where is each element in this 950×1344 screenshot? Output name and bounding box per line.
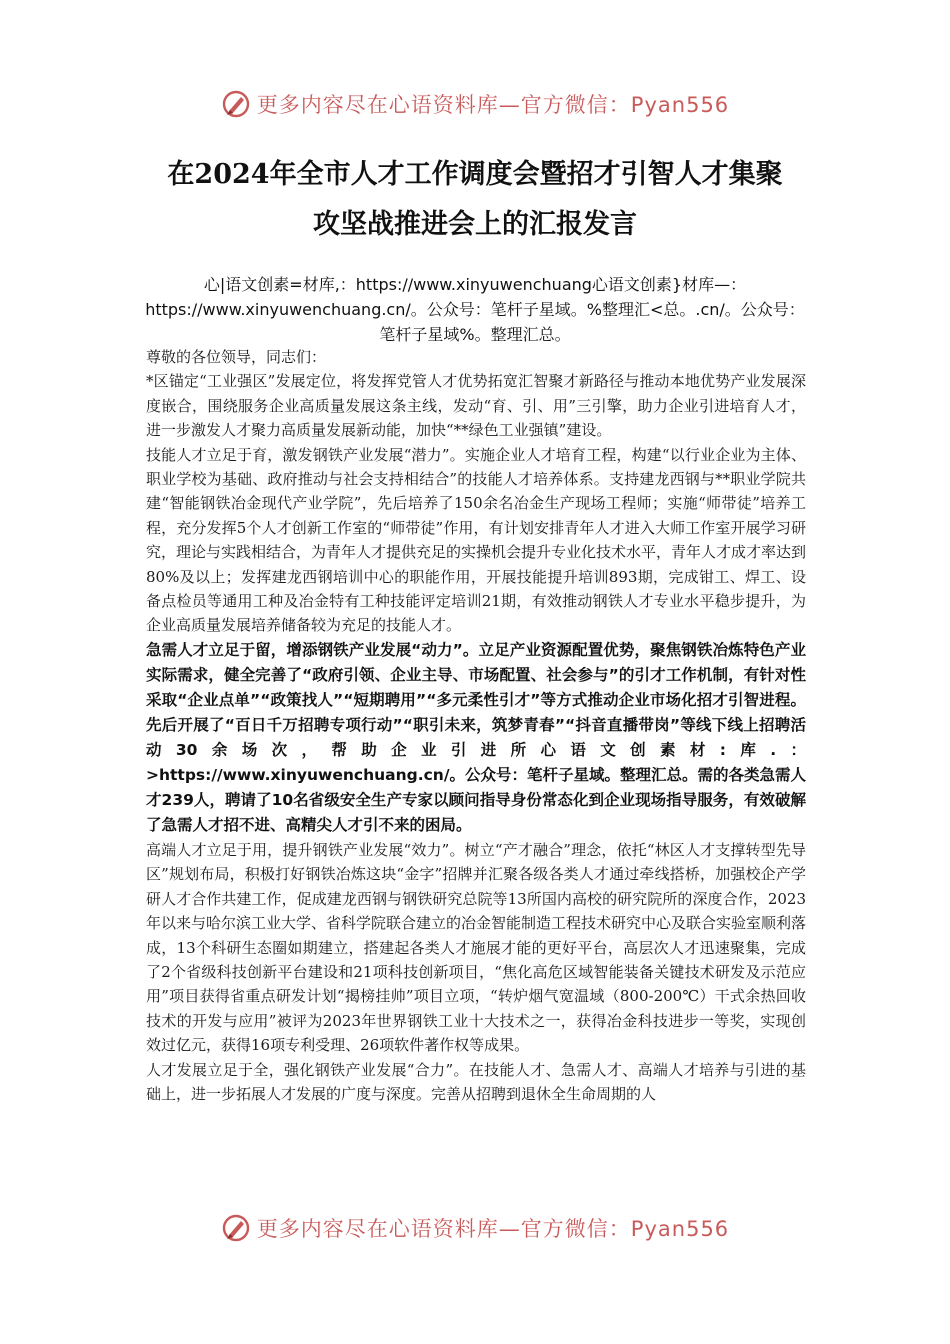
document-body [146,345,806,1106]
title-line-1: 在2024年全市人才工作调度会暨招才引智人才集聚 [167,159,783,190]
skills-talent-paragraph: 技能人才立足于育，激发钢铁产业发展“潜力”。实施企业人才培育工程，构建“以行业企业为主体、职业学校为基础、政府推动与社会支持相结合”的技能人才培养体系。支持建龙西钢与**职业学院共建“智能钢铁冶金现代产业学院”，先后培养了150余名冶金生产现场工程师；实施“师带徒”培养工程，充分发挥5个人才创新工作室的“师带徒”作用，有计划安排青年人才进入大师工作室开展学习研究，理论与实践相结合，为青年人才提供充足的实操机会提升专业化技术水平，青年人才成才率达到80%及以上；发挥建龙西钢培训中心的职能作用，开展技能提升培训893期，完成钳工、焊工、设备点检员等通用工种及冶金特有工种技能评定培训21期，有效推动钢铁人才专业水平稳步提升，为企业高质量发展培养储备较为充足的技能人才。 [146,445,807,635]
high-end-talent-paragraph: 高端人才立足于用，提升钢铁产业发展“效力”。树立“产才融合”理念，依托“林区人才支撑转型先导区”规划布局，积极打好钢铁冶炼这块“金字”招牌并汇聚各级各类人才通过牵线搭桥，加强校企产学研人才合作共建工作，促成建龙西钢与钢铁研究总院等13所国内高校的研究院所的深度合作，2023年以来与哈尔滨工业大学、省科学院联合建立的冶金智能制造工程技术研究中心及联合实验室顺利落成，13个科研生态圈如期建立，搭建起各类人才施展才能的更好平台，高层次人才迅速聚集，完成了2个省级科技创新平台建设和21项科技创新项目，“焦化高危区域智能装备关键技术研发及示范应用”项目获得省重点研发计划“揭榜挂帅”项目立项，“转炉烟气宽温域（800-200℃）干式余热回收技术的开发与应用”被评为2023年世界钢铁工业十大技术之一，获得冶金科技进步一等奖，实现创效过亿元，获得16项专利受理、26项软件著作权等成果。 [146,840,807,1055]
salutation: 尊敬的各位领导，同志们： [146,348,327,366]
header-banner [0,84,950,124]
urgent-talent-paragraph: 急需人才立足于留，增添钢铁产业发展“动力”。立足产业资源配置优势，聚焦钢铁冶炼特色产业实际需求，健全完善了“政府引领、企业主导、市场配置、社会参与”的引才工作机制，有针对性采取“企业点单”“政策找人”“短期聘用”“多元柔性引才”等方式推动企业市场化招才引智进程。先后开展了“百日千万招聘专项行动”“职引未来，筑梦青春”“抖音直播带岗”等线下线上招聘活动30余场次，帮助企业引进所心语文创素材:库.：>https://www.xinyuwenchuang.cn/。公众号：笔杆子星域。整理汇总。需的各类急需人才239人，聘请了10名省级安全生产专家以顾问指导身份常态化到企业现场指导服务，有效破解了急需人才招不进、高精尖人才引不来的困局。 [146,640,807,834]
document-title [100,150,850,250]
pen-logo-icon [221,1213,251,1243]
footer-banner [0,1208,950,1248]
title-line-2: 攻坚战推进会上的汇报发言 [313,209,637,240]
banner-text: 更多内容尽在心语资料库—官方微信：Pyan556 [256,1217,730,1241]
intro-paragraph: *区锚定“工业强区”发展定位，将发挥党管人才优势拓宽汇智聚才新路径与推动本地优势产业发展深度嵌合，围绕服务企业高质量发展这条主线，发动“育、引、用”三引擎，助力企业引进培育人才，进一步激发人才聚力高质量发展新动能，加快“**绿色工业强镇”建设。 [146,372,806,440]
source-watermark-text: 心|语文创素=材库,：https://www.xinyuwenchuang心语文创素}材库—：https://www.xinyuwenchuang.cn/。公众号：笔杆子星域。%整理汇<总。.cn/。公众号：笔杆子星域%。整理汇总。 [145,275,805,344]
talent-development-paragraph: 人才发展立足于全，强化钢铁产业发展“合力”。在技能人才、急需人才、高端人才培养与引进的基础上，进一步拓展人才发展的广度与深度。完善从招聘到退休全生命周期的人 [146,1060,806,1103]
banner-text: 更多内容尽在心语资料库—官方微信：Pyan556 [256,93,730,117]
pen-logo-icon [221,89,251,119]
